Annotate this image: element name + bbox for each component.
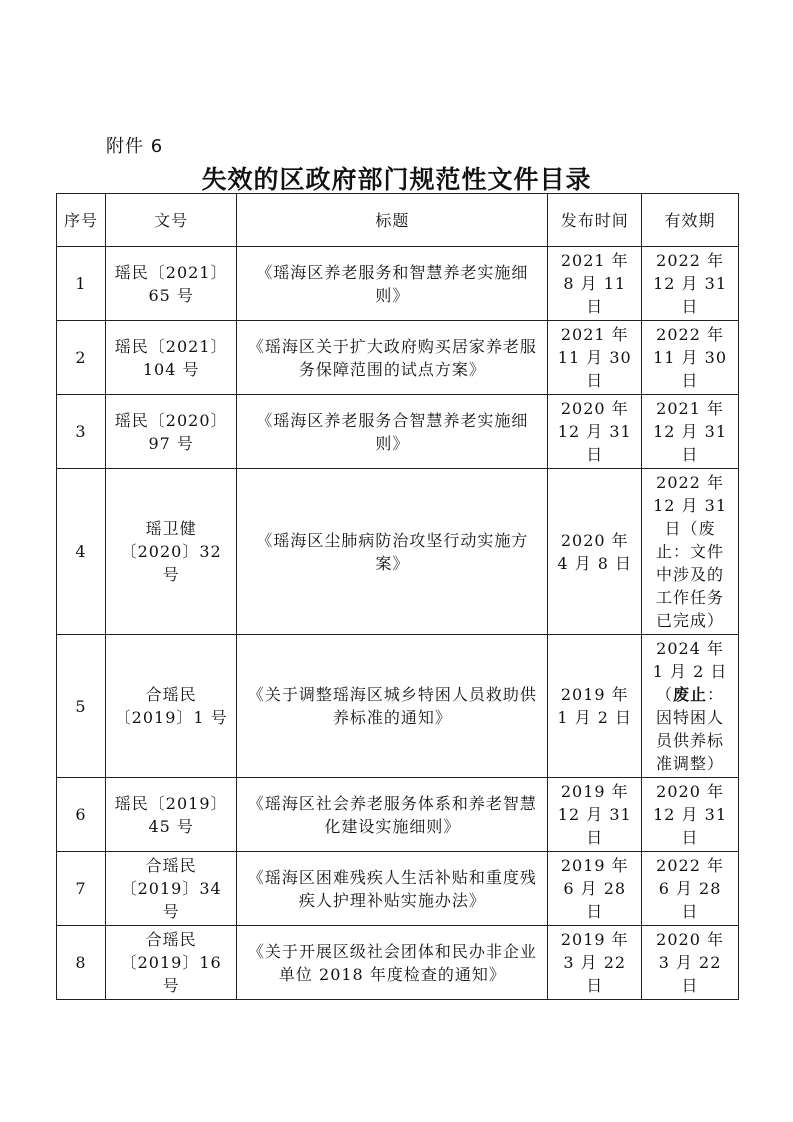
row-validity: 2020 年 12 月 31 日 <box>642 778 739 852</box>
row-publish-date: 2019 年 3 月 22 日 <box>548 926 642 1000</box>
row-doc-number: 合瑶民〔2019〕34 号 <box>105 852 237 926</box>
row-title: 《瑶海区养老服务和智慧养老实施细则》 <box>237 247 548 321</box>
validity-date: 2022 年 12 月 31 日 <box>653 473 728 538</box>
table-row <box>57 321 739 395</box>
row-validity: 2022 年 11 月 30 日 <box>642 321 739 395</box>
row-title: 《瑶海区社会养老服务体系和养老智慧化建设实施细则》 <box>237 778 548 852</box>
row-publish-date: 2020 年 12 月 31 日 <box>548 395 642 469</box>
row-validity: 2022 年 12 月 31 日 <box>642 247 739 321</box>
table-row <box>57 635 739 778</box>
row-index: 3 <box>57 395 106 469</box>
table-row <box>57 926 739 1000</box>
row-publish-date: 2021 年 11 月 30 日 <box>548 321 642 395</box>
row-index: 8 <box>57 926 106 1000</box>
attachment-label: 附件 6 <box>106 136 164 157</box>
table-row <box>57 395 739 469</box>
table-row <box>57 778 739 852</box>
row-index: 4 <box>57 469 106 635</box>
row-doc-number: 瑶民〔2019〕45 号 <box>105 778 237 852</box>
row-title: 《关于开展区级社会团体和民办非企业单位 2018 年度检查的通知》 <box>237 926 548 1000</box>
row-doc-number: 瑶民〔2020〕97 号 <box>105 395 237 469</box>
table-row <box>57 247 739 321</box>
row-index: 1 <box>57 247 106 321</box>
row-publish-date: 2019 年 6 月 28 日 <box>548 852 642 926</box>
row-title: 《关于调整瑶海区城乡特困人员救助供养标准的通知》 <box>237 635 548 778</box>
row-index: 6 <box>57 778 106 852</box>
row-publish-date: 2020 年 4 月 8 日 <box>548 469 642 635</box>
page-title: 失效的区政府部门规范性文件目录 <box>201 165 592 194</box>
header-validity: 有效期 <box>642 194 739 247</box>
row-validity: 2020 年 3 月 22 日 <box>642 926 739 1000</box>
row-title: 《瑶海区困难残疾人生活补贴和重度残疾人护理补贴实施办法》 <box>237 852 548 926</box>
row-publish-date: 2019 年 1 月 2 日 <box>548 635 642 778</box>
table-row <box>57 469 739 635</box>
row-validity <box>642 469 739 635</box>
row-doc-number: 瑶民〔2021〕104 号 <box>105 321 237 395</box>
row-doc-number: 合瑶民〔2019〕1 号 <box>105 635 237 778</box>
row-title: 《瑶海区关于扩大政府购买居家养老服务保障范围的试点方案》 <box>237 321 548 395</box>
row-index: 2 <box>57 321 106 395</box>
row-title: 《瑶海区养老服务合智慧养老实施细则》 <box>237 395 548 469</box>
row-title: 《瑶海区尘肺病防治攻坚行动实施方案》 <box>237 469 548 635</box>
table-row <box>57 852 739 926</box>
header-index: 序号 <box>57 194 106 247</box>
row-doc-number: 瑶卫健〔2020〕32 号 <box>105 469 237 635</box>
row-validity: 2021 年 12 月 31 日 <box>642 395 739 469</box>
row-index: 5 <box>57 635 106 778</box>
header-publish-date: 发布时间 <box>548 194 642 247</box>
row-validity <box>642 635 739 778</box>
document-table <box>56 193 739 1000</box>
header-doc-number: 文号 <box>105 194 237 247</box>
validity-note-prefix: （ <box>656 685 674 704</box>
validity-note: ：因特困人员供养标准调整） <box>656 685 725 773</box>
validity-note-prefix: （ <box>681 519 699 538</box>
row-validity: 2022 年 6 月 28 日 <box>642 852 739 926</box>
row-publish-date: 2021 年 8 月 11 日 <box>548 247 642 321</box>
table-header-row <box>57 194 739 247</box>
row-publish-date: 2019 年 12 月 31 日 <box>548 778 642 852</box>
validity-date: 2024 年 1 月 2 日 <box>652 639 728 681</box>
header-title: 标题 <box>237 194 548 247</box>
row-doc-number: 合瑶民〔2019〕16 号 <box>105 926 237 1000</box>
row-index: 7 <box>57 852 106 926</box>
row-doc-number: 瑶民〔2021〕65 号 <box>105 247 237 321</box>
validity-note-bold: 废止 <box>673 685 708 704</box>
validity-note: 废止：文件中涉及的工作任务已完成） <box>656 519 725 630</box>
